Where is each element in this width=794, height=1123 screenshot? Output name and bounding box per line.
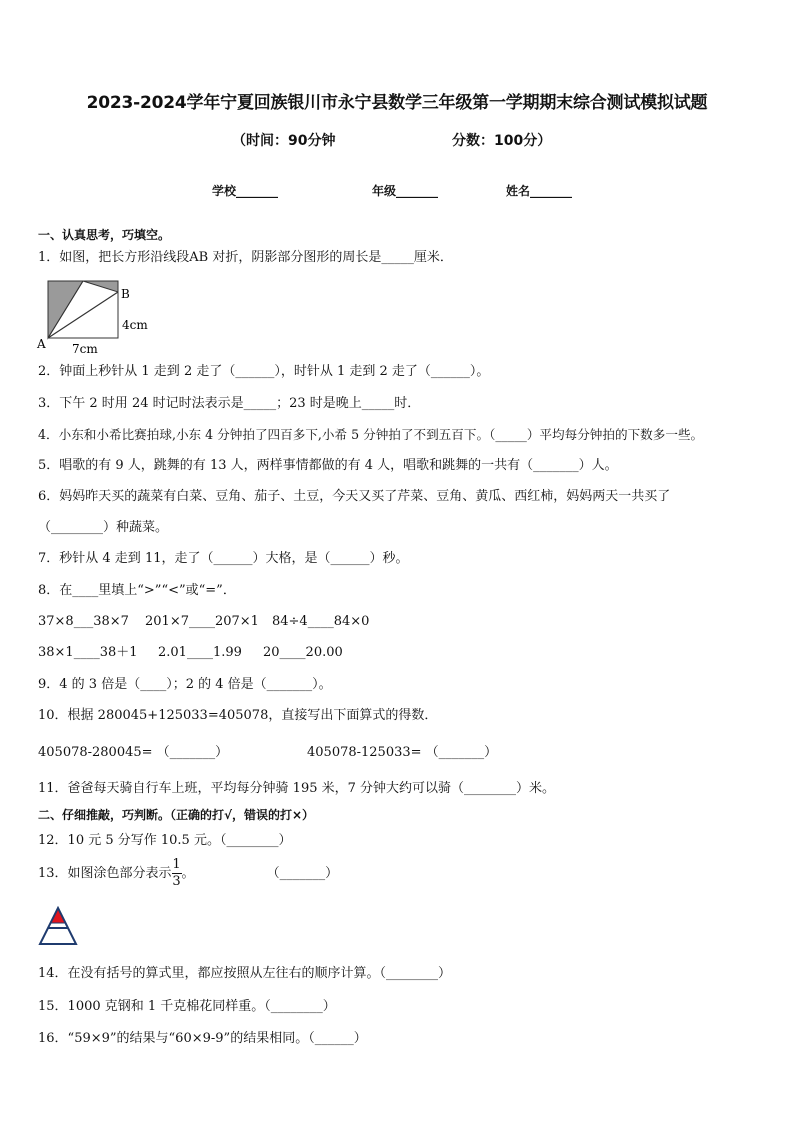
exam-time: （时间：90分钟 [232, 133, 336, 149]
question-13 [38, 858, 338, 889]
trapezoid-triangle-figure [38, 906, 80, 950]
label-b: B [121, 287, 130, 301]
fraction-one-third [172, 858, 182, 889]
question-10-expr-2: 405078-125033= （_______） [307, 745, 498, 760]
label-width: 7cm [72, 342, 98, 356]
compare-item: 38×1____38＋1 [38, 645, 138, 660]
compare-item: 2.01____1.99 [158, 645, 242, 660]
compare-item: 20____20.00 [263, 645, 343, 660]
question-5: 5．唱歌的有 9 人，跳舞的有 13 人，两样事情都做的有 4 人，唱歌和跳舞的一共有（_______）人。 [38, 458, 618, 473]
top-shaded-region [83, 281, 118, 292]
question-13-blank: （_______） [266, 866, 339, 881]
label-height: 4cm [122, 318, 148, 332]
question-13-suffix: 。 [181, 866, 195, 881]
school-field[interactable]: 学校_______ [212, 184, 279, 198]
question-7: 7．秒针从 4 走到 11，走了（______）大格，是（______）秒。 [38, 551, 409, 566]
fraction-denominator: 3 [172, 874, 181, 889]
question-2: 2．钟面上秒针从 1 走到 2 走了（______），时针从 1 走到 2 走了（______）。 [38, 364, 490, 379]
name-field[interactable]: 姓名_______ [506, 184, 573, 198]
question-10: 10．根据 280045+125033=405078，直接写出下面算式的得数． [38, 708, 438, 723]
fraction-numerator: 1 [172, 857, 181, 872]
compare-item: 84÷4____84×0 [272, 614, 370, 629]
grade-field[interactable]: 年级_______ [372, 184, 439, 198]
question-4: 4．小东和小希比赛拍球,小东 4 分钟拍了四百多下,小希 5 分钟拍了不到五百下。（_____）平均每分钟拍的下数多一些。 [38, 427, 704, 442]
question-3: 3．下午 2 时用 24 时记时法表示是_____；23 时是晚上_____时． [38, 396, 421, 411]
question-1: 1．如图，把长方形沿线段AB 对折，阴影部分图形的周长是_____厘米． [38, 250, 453, 265]
question-12: 12．10 元 5 分写作 10.5 元。（________） [38, 833, 292, 848]
question-14: 14．在没有括号的算式里，都应按照从左往右的顺序计算。（________） [38, 966, 452, 981]
question-16: 16．“59×9”的结果与“60×9-9”的结果相同。（______） [38, 1031, 367, 1046]
question-6-line1: 6．妈妈昨天买的蔬菜有白菜、豆角、茄子、土豆，今天又买了芹菜、豆角、黄瓜、西红柿，妈妈两天一共买了 [38, 489, 671, 504]
question-15: 15．1000 克钢和 1 千克棉花同样重。（________） [38, 999, 336, 1014]
question-11: 11．爸爸每天骑自行车上班，平均每分钟骑 195 米，7 分钟大约可以骑（________）米。 [38, 781, 556, 796]
question-10-expr-1: 405078-280045= （_______） [38, 745, 229, 760]
rectangle-fold-figure [36, 278, 166, 358]
exam-score: 分数：100分） [452, 133, 552, 149]
question-9: 9．4 的 3 倍是（____）；2 的 4 倍是（_______）。 [38, 677, 332, 692]
compare-item: 201×7____207×1 [145, 614, 259, 629]
section-1-heading: 一、认真思考，巧填空。 [38, 228, 171, 242]
question-8: 8．在____里填上“>”“<”或“=”． [38, 583, 236, 598]
question-13-prefix: 13．如图涂色部分表示 [38, 866, 172, 881]
compare-item: 37×8___38×7 [38, 614, 129, 629]
page-title: 2023-2024学年宁夏回族银川市永宁县数学三年级第一学期期末综合测试模拟试题 [86, 93, 708, 113]
label-a: A [37, 337, 46, 351]
question-6-line2: （________）种蔬菜。 [38, 520, 169, 535]
section-2-heading: 二、仔细推敲，巧判断。（正确的打√，错误的打×） [38, 808, 315, 822]
